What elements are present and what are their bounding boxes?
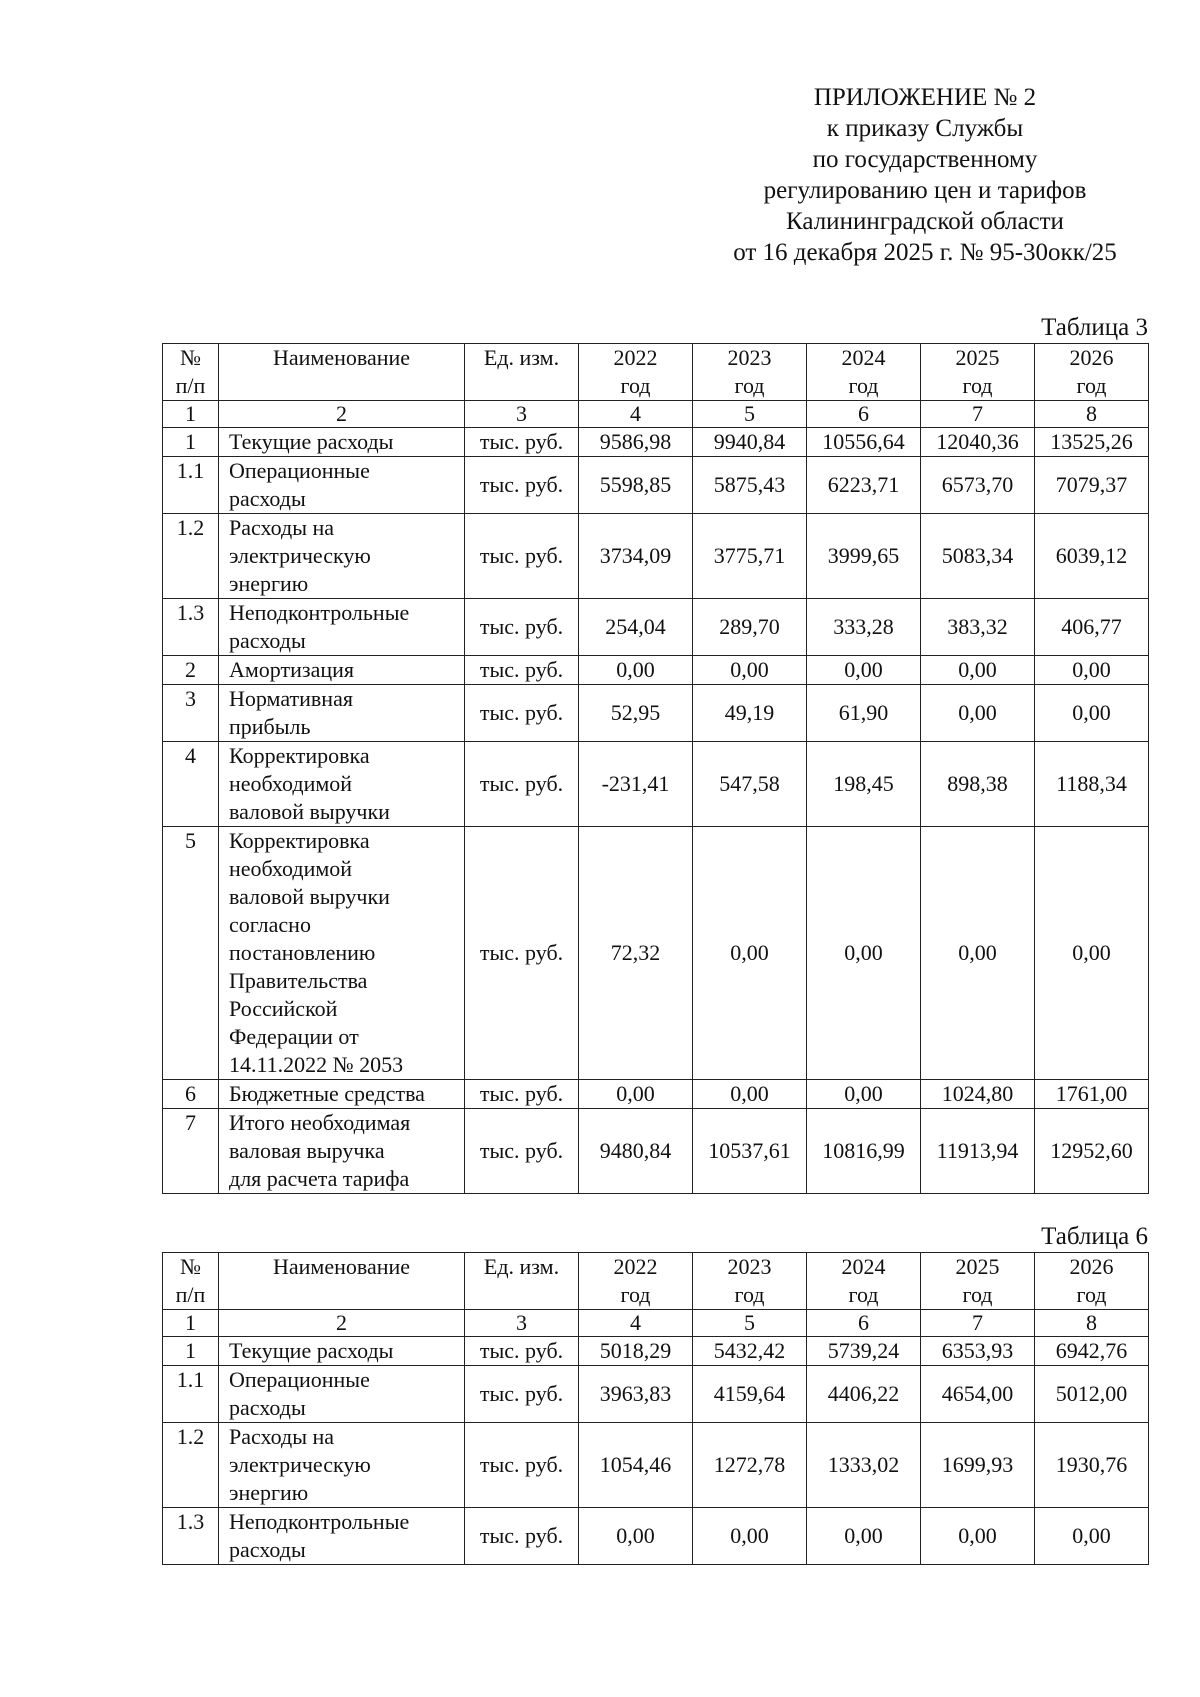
column-index-cell: 4 [579,1310,693,1337]
row-name [219,599,465,656]
row-name-line: энергию [229,571,309,596]
column-header-line: № [180,345,201,370]
column-header-line: 2025 [955,345,1000,370]
row-name [219,1080,465,1109]
row-value: 0,00 [921,685,1035,742]
row-value: 13525,26 [1035,428,1149,457]
table3-caption: Таблица 3 [1041,314,1148,341]
column-index-cell: 5 [693,1310,807,1337]
appendix-line: к приказу Службы [826,115,1024,142]
appendix-order-date: от 16 декабря 2025 г. № 95-30окк/25 [733,239,1117,266]
row-number: 7 [163,1109,219,1194]
row-name-line: Федерации от [229,1024,359,1049]
row-number: 3 [163,685,219,742]
row-value: 383,32 [921,599,1035,656]
row-name [219,742,465,827]
row-value: 3999,65 [807,514,921,599]
row-unit: тыс. руб. [465,827,579,1080]
appendix-line: Калининградской области [786,208,1064,235]
row-value: 0,00 [807,1080,921,1109]
column-index-cell: 1 [163,401,219,428]
column-header-line: год [962,1282,993,1307]
row-name-line: 14.11.2022 № 2053 [229,1052,404,1077]
row-name-line: Текущие расходы [229,429,394,454]
column-index-cell: 1 [163,1310,219,1337]
row-value: 5018,29 [579,1337,693,1366]
row-value: 0,00 [1035,827,1149,1080]
row-value: 0,00 [693,827,807,1080]
row-value: 0,00 [1035,656,1149,685]
row-value: 5875,43 [693,457,807,514]
row-value: -231,41 [579,742,693,827]
row-value: 12952,60 [1035,1109,1149,1194]
row-name-line: валовой выручки [229,884,390,909]
row-name-line: необходимой [229,771,353,796]
table-row [163,1366,1149,1423]
row-number: 1.3 [163,599,219,656]
column-header-line: год [848,373,879,398]
table-row [163,457,1149,514]
column-header-line: 2023 [727,345,772,370]
row-number: 1.3 [163,1508,219,1565]
column-index-cell: 2 [219,401,465,428]
row-value: 52,95 [579,685,693,742]
row-name [219,1109,465,1194]
row-value: 0,00 [921,1508,1035,1565]
row-unit: тыс. руб. [465,514,579,599]
appendix-header [690,82,1160,268]
row-value: 5432,42 [693,1337,807,1366]
column-header-year [807,344,921,401]
row-name-line: расходы [229,486,306,511]
table-row [163,1423,1149,1508]
row-value: 547,58 [693,742,807,827]
row-value: 3775,71 [693,514,807,599]
column-index-cell: 8 [1035,1310,1149,1337]
table-row [163,514,1149,599]
row-name-line: расходы [229,628,306,653]
row-unit: тыс. руб. [465,428,579,457]
column-header-year [1035,1253,1149,1310]
row-value: 1188,34 [1035,742,1149,827]
row-value: 0,00 [693,1080,807,1109]
column-header-unit: Ед. изм. [465,344,579,401]
column-header-line: год [734,1282,765,1307]
row-number: 5 [163,827,219,1080]
column-header-line: 2025 [955,1254,1000,1279]
row-name-line: Российской [229,996,338,1021]
column-header-number [163,1253,219,1310]
column-header-line: 2026 [1069,1254,1114,1279]
column-header-line: год [962,373,993,398]
column-index-cell: 7 [921,1310,1035,1337]
column-header-line: 2023 [727,1254,772,1279]
row-name-line: согласно [229,912,311,937]
row-value: 9586,98 [579,428,693,457]
row-unit: тыс. руб. [465,1423,579,1508]
row-value: 3734,09 [579,514,693,599]
row-name-line: необходимой [229,856,353,881]
row-value: 0,00 [579,1508,693,1565]
column-header-line: 2024 [841,345,886,370]
column-header-line: п/п [175,1282,206,1307]
row-unit: тыс. руб. [465,685,579,742]
row-value: 0,00 [579,1080,693,1109]
row-value: 12040,36 [921,428,1035,457]
row-name [219,1366,465,1423]
column-header-year [921,344,1035,401]
table-row [163,1337,1149,1366]
row-name-line: Неподконтрольные [229,600,410,625]
row-unit: тыс. руб. [465,457,579,514]
column-index-cell: 6 [807,401,921,428]
row-value: 0,00 [693,1508,807,1565]
row-number: 6 [163,1080,219,1109]
row-name-line: прибыль [229,714,311,739]
row-name-line: Операционные [229,1367,370,1392]
row-number: 1.1 [163,1366,219,1423]
row-value: 4406,22 [807,1366,921,1423]
row-name-line: валовая выручка [229,1138,385,1163]
row-name [219,1423,465,1508]
row-unit: тыс. руб. [465,1080,579,1109]
table-row [163,428,1149,457]
row-name-line: Корректировка [229,828,370,853]
column-header-line: год [734,373,765,398]
row-name-line: Нормативная [229,686,353,711]
row-name-line: электрическую [229,543,371,568]
column-index-cell: 7 [921,401,1035,428]
table-row [163,656,1149,685]
row-name-line: Итого необходимая [229,1110,411,1135]
column-index-cell: 4 [579,401,693,428]
appendix-line: регулированию цен и тарифов [763,177,1087,204]
header-row [163,344,1149,401]
header-row [163,1253,1149,1310]
row-value: 1024,80 [921,1080,1035,1109]
row-name-line: Правительства [229,968,368,993]
column-index-cell: 2 [219,1310,465,1337]
appendix-title: ПРИЛОЖЕНИЕ № 2 [813,84,1037,111]
row-name-line: Неподконтрольные [229,1509,410,1534]
column-header-line: 2022 [613,345,658,370]
column-header-line: год [620,373,651,398]
row-name-line: Расходы на [229,1424,335,1449]
row-value: 7079,37 [1035,457,1149,514]
table-row [163,742,1149,827]
row-number: 4 [163,742,219,827]
column-header-line: год [1076,373,1107,398]
column-header-name: Наименование [219,1253,465,1310]
row-name-line: расходы [229,1395,306,1420]
column-index-cell: 3 [465,1310,579,1337]
column-index-cell: 3 [465,401,579,428]
row-unit: тыс. руб. [465,1109,579,1194]
row-value: 1054,46 [579,1423,693,1508]
row-value: 0,00 [921,827,1035,1080]
row-unit: тыс. руб. [465,656,579,685]
column-index-row [163,1310,1149,1337]
row-name-line: Амортизация [229,657,355,682]
table-row [163,685,1149,742]
table-3 [162,343,1149,1194]
column-index-cell: 6 [807,1310,921,1337]
row-name-line: постановлению [229,940,376,965]
row-value: 198,45 [807,742,921,827]
table-row [163,1109,1149,1194]
row-value: 0,00 [1035,1508,1149,1565]
row-value: 5012,00 [1035,1366,1149,1423]
row-name [219,827,465,1080]
row-name [219,656,465,685]
row-number: 2 [163,656,219,685]
row-value: 4654,00 [921,1366,1035,1423]
row-value: 9480,84 [579,1109,693,1194]
row-name [219,1508,465,1565]
row-value: 1761,00 [1035,1080,1149,1109]
row-name [219,457,465,514]
row-value: 333,28 [807,599,921,656]
row-value: 4159,64 [693,1366,807,1423]
row-value: 72,32 [579,827,693,1080]
table-row [163,599,1149,656]
column-index-cell: 5 [693,401,807,428]
column-header-line: год [620,1282,651,1307]
row-value: 5739,24 [807,1337,921,1366]
row-unit: тыс. руб. [465,1366,579,1423]
table-row [163,1080,1149,1109]
row-value: 9940,84 [693,428,807,457]
row-value: 0,00 [693,656,807,685]
table-row [163,827,1149,1080]
row-value: 5083,34 [921,514,1035,599]
row-number: 1.2 [163,514,219,599]
row-value: 0,00 [807,656,921,685]
column-header-line: № [180,1254,201,1279]
row-value: 10816,99 [807,1109,921,1194]
row-unit: тыс. руб. [465,599,579,656]
row-value: 898,38 [921,742,1035,827]
column-header-year [807,1253,921,1310]
row-name [219,1337,465,1366]
row-name [219,685,465,742]
table6-caption: Таблица 6 [1041,1223,1148,1250]
row-unit: тыс. руб. [465,1508,579,1565]
row-name-line: Корректировка [229,743,370,768]
column-index-cell: 8 [1035,401,1149,428]
row-name-line: Текущие расходы [229,1338,394,1363]
column-header-unit: Ед. изм. [465,1253,579,1310]
row-value: 0,00 [807,1508,921,1565]
row-value: 0,00 [579,656,693,685]
column-header-line: 2024 [841,1254,886,1279]
column-header-line: год [1076,1282,1107,1307]
row-value: 10556,64 [807,428,921,457]
row-name-line: Расходы на [229,515,335,540]
column-header-line: 2022 [613,1254,658,1279]
row-value: 1699,93 [921,1423,1035,1508]
row-value: 6223,71 [807,457,921,514]
column-header-number [163,344,219,401]
column-header-year [1035,344,1149,401]
row-name-line: расходы [229,1537,306,1562]
column-header-year [693,344,807,401]
row-value: 1272,78 [693,1423,807,1508]
row-value: 61,90 [807,685,921,742]
row-value: 10537,61 [693,1109,807,1194]
row-value: 49,19 [693,685,807,742]
row-name [219,514,465,599]
row-unit: тыс. руб. [465,1337,579,1366]
table-row [163,1508,1149,1565]
row-value: 6353,93 [921,1337,1035,1366]
row-name-line: Бюджетные средства [229,1081,425,1106]
column-index-row [163,401,1149,428]
appendix-line: по государственному [812,146,1038,173]
row-name-line: энергию [229,1480,309,1505]
row-value: 6573,70 [921,457,1035,514]
row-number: 1 [163,1337,219,1366]
row-value: 5598,85 [579,457,693,514]
row-name-line: валовой выручки [229,799,390,824]
row-unit: тыс. руб. [465,742,579,827]
row-value: 6039,12 [1035,514,1149,599]
row-value: 1333,02 [807,1423,921,1508]
row-name [219,428,465,457]
row-value: 11913,94 [921,1109,1035,1194]
column-header-line: п/п [175,373,206,398]
row-number: 1.1 [163,457,219,514]
row-value: 6942,76 [1035,1337,1149,1366]
column-header-year [693,1253,807,1310]
row-name-line: электрическую [229,1452,371,1477]
row-name-line: Операционные [229,458,370,483]
row-value: 254,04 [579,599,693,656]
row-name-line: для расчета тарифа [229,1166,410,1191]
row-value: 0,00 [1035,685,1149,742]
row-value: 1930,76 [1035,1423,1149,1508]
row-value: 3963,83 [579,1366,693,1423]
column-header-line: 2026 [1069,345,1114,370]
row-value: 406,77 [1035,599,1149,656]
row-value: 289,70 [693,599,807,656]
table-6 [162,1252,1149,1565]
column-header-year [579,1253,693,1310]
row-number: 1 [163,428,219,457]
column-header-name: Наименование [219,344,465,401]
column-header-year [579,344,693,401]
row-value: 0,00 [807,827,921,1080]
row-value: 0,00 [921,656,1035,685]
column-header-line: год [848,1282,879,1307]
column-header-year [921,1253,1035,1310]
row-number: 1.2 [163,1423,219,1508]
